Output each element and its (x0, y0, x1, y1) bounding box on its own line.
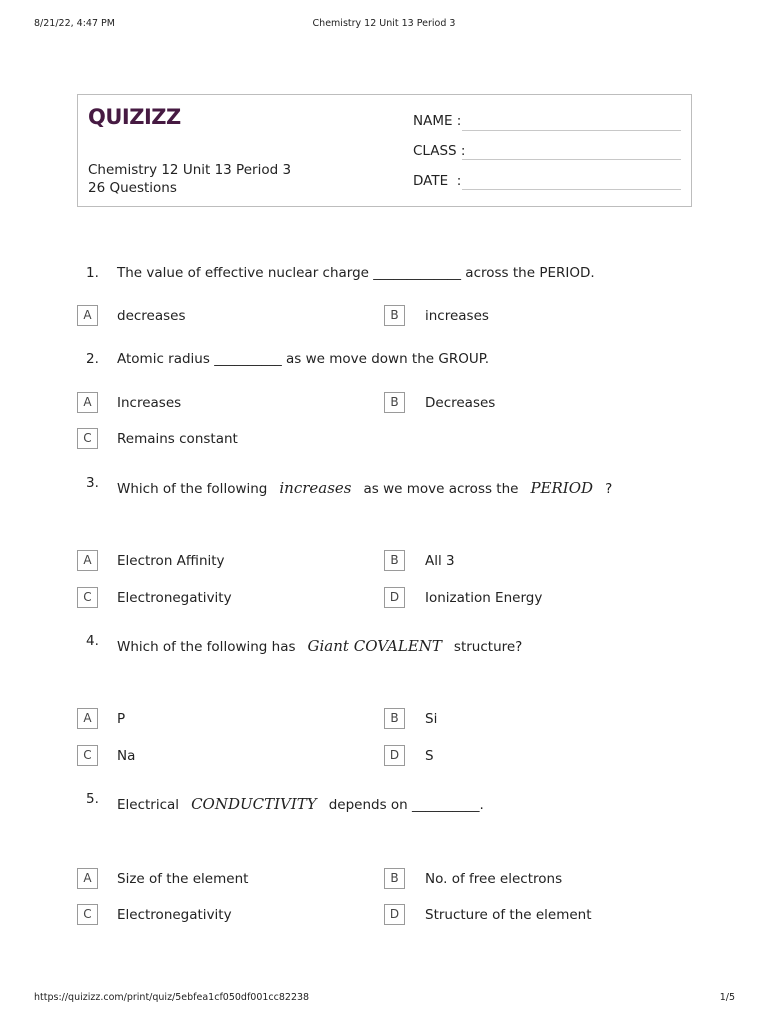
question-text (117, 795, 484, 813)
question-text (117, 637, 522, 655)
option-letter: A (77, 550, 98, 571)
option-text: Ionization Energy (425, 590, 543, 606)
option-letter: B (384, 550, 405, 571)
question-number: 5. (86, 791, 99, 807)
option-text: Decreases (425, 395, 496, 411)
question-text-part: depends on __________. (328, 797, 484, 813)
option-text: Increases (117, 395, 182, 411)
option-letter: C (77, 745, 98, 766)
question-text-part: Which of the following has (117, 639, 296, 655)
option-text: P (117, 711, 126, 727)
question-text-part: as we move across the (363, 481, 519, 497)
question-text-part: structure? (453, 639, 523, 655)
page-number: 1/5 (719, 992, 735, 1003)
question-number: 1. (86, 265, 99, 281)
option-text: All 3 (425, 553, 455, 569)
option-text: Remains constant (117, 431, 238, 447)
question-number: 2. (86, 351, 99, 367)
option-text: Size of the element (117, 871, 249, 887)
option-letter: C (77, 904, 98, 925)
option-letter: C (77, 587, 98, 608)
option-text: No. of free electrons (425, 871, 563, 887)
math-term: CONDUCTIVITY (191, 795, 317, 813)
question-text: The value of effective nuclear charge _____________ across the PERIOD. (117, 265, 595, 281)
option-text: increases (425, 308, 489, 324)
option-text: Structure of the element (425, 907, 592, 923)
worksheet-header (77, 94, 692, 207)
question-count: 26 Questions (88, 180, 177, 196)
option-text: S (425, 748, 434, 764)
print-url: https://quizizz.com/print/quiz/5ebfea1cf050df001cc82238 (34, 992, 310, 1003)
question-text-part: ? (605, 481, 613, 497)
question-text-part: Which of the following (117, 481, 268, 497)
math-term: Giant COVALENT (307, 637, 442, 655)
math-term: increases (279, 479, 352, 497)
option-letter: B (384, 392, 405, 413)
quizizz-logo: QUIZIZZ (88, 105, 181, 129)
option-letter: A (77, 868, 98, 889)
print-title: Chemistry 12 Unit 13 Period 3 (312, 18, 456, 29)
option-text: decreases (117, 308, 186, 324)
option-letter: D (384, 587, 405, 608)
option-letter: C (77, 428, 98, 449)
question-text: Atomic radius __________ as we move down the GROUP. (117, 351, 490, 367)
print-header (0, 18, 768, 32)
option-letter: A (77, 708, 98, 729)
option-letter: B (384, 868, 405, 889)
question-number: 3. (86, 475, 99, 491)
option-letter: D (384, 745, 405, 766)
option-text: Na (117, 748, 136, 764)
math-term: PERIOD (530, 479, 594, 497)
print-footer (0, 992, 768, 1006)
question-number: 4. (86, 633, 99, 649)
print-date: 8/21/22, 4:47 PM (34, 18, 115, 29)
option-letter: A (77, 392, 98, 413)
option-text: Si (425, 711, 438, 727)
option-text: Electronegativity (117, 590, 232, 606)
date-line (462, 189, 681, 190)
option-letter: B (384, 305, 405, 326)
question-text (117, 479, 612, 497)
option-letter: B (384, 708, 405, 729)
option-text: Electronegativity (117, 907, 232, 923)
question-text-part: Electrical (117, 797, 180, 813)
class-label: CLASS : (413, 143, 466, 159)
name-line (462, 130, 681, 131)
quiz-title: Chemistry 12 Unit 13 Period 3 (88, 162, 292, 178)
option-letter: D (384, 904, 405, 925)
class-line (462, 159, 681, 160)
name-label: NAME : (413, 113, 462, 129)
date-label: DATE : (413, 173, 462, 189)
option-letter: A (77, 305, 98, 326)
option-text: Electron Affinity (117, 553, 225, 569)
